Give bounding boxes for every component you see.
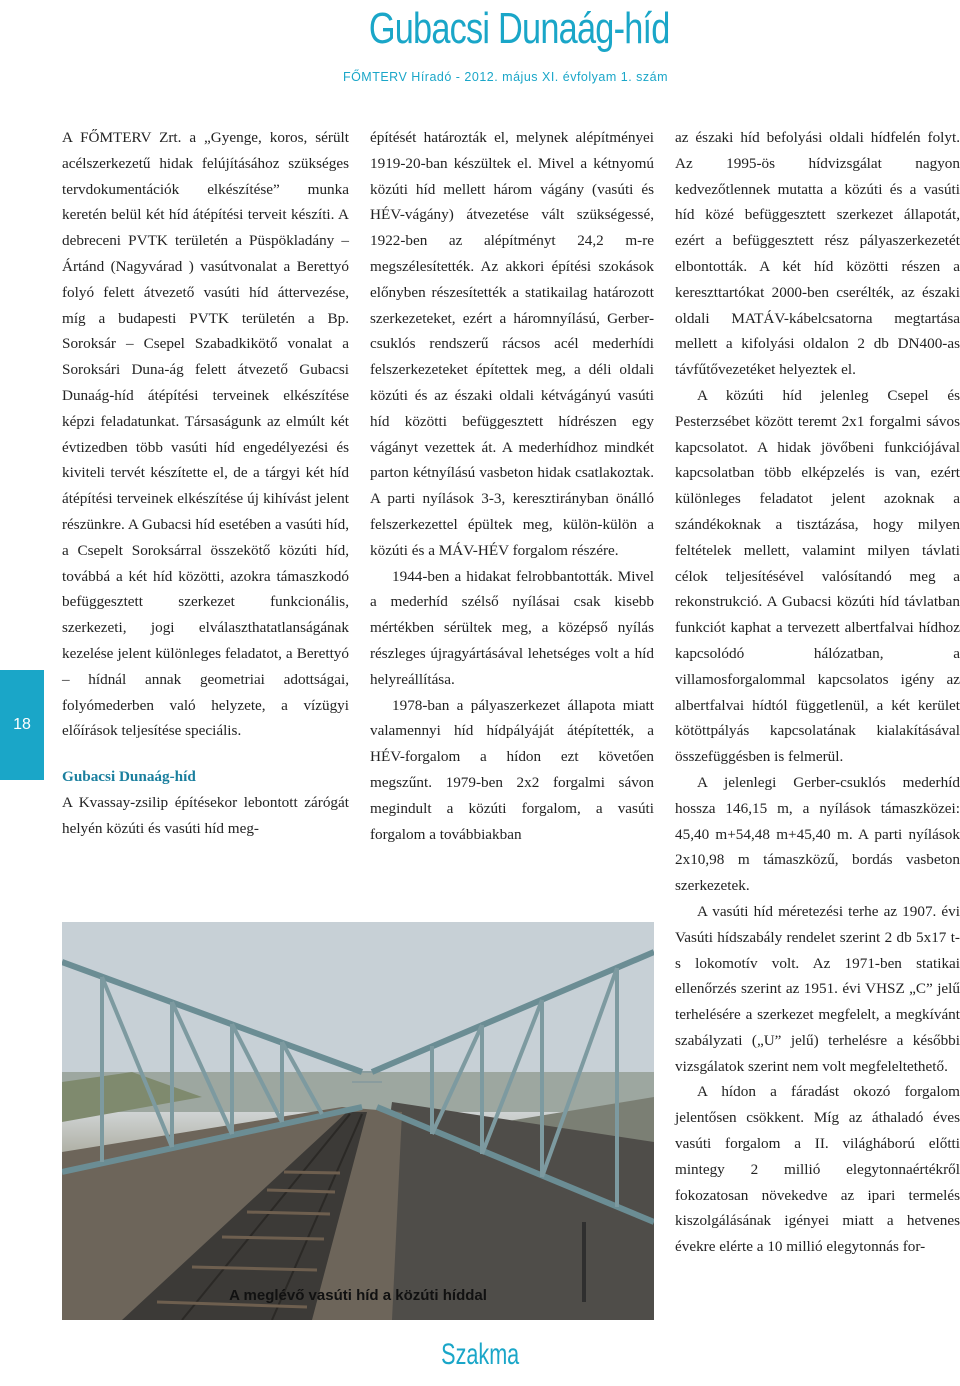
article-column-2 <box>370 125 654 847</box>
bridge-photo-illustration <box>62 922 654 1320</box>
paragraph: 1944-ben a hidakat felrobbantották. Mivel a mederhíd szélső nyílásai csak kisebb mértékben sérültek meg, a középső nyílás részleges újragyártásával lehetséges volt a híd helyreállítása. <box>370 567 654 688</box>
intro-paragraph: A FŐMTERV Zrt. a „Gyenge, koros, sérült acélszerkezetű hidak felújításához szükséges tervdokumentációk elkészítése” munka keretén belül két híd átépítési terveit készíti. A debreceni PVTK területén a Püspökladány – Ártánd (Nagyvárad ) vasútvonalat a Berettyó folyó felett átvezető vasúti híd áttervezése, míg a budapesti PVTK területén a Bp. Soroksár – Csepel Szabadkikötő vonalat a Soroksári Duna-ág felett átvezető Gubacsi Dunaág-híd átépítési terveinek elkészítése képzi feladatunkat. Társaságunk az elmúlt két évtizedben több vasúti híd engedélyezési és kiviteli tervét készítette el, de a tárgyi két híd átépítési terveinek elkészítése új kihívást jelent részünkre. A Gubacsi híd esetében a vasúti híd, a Csepelt Soroksárral összekötő közúti híd, továbbá a két híd közötti, azokra támaszkodó befüggesztett szerkezet funkcionális, szerkezeti, jogi elválaszthatatlanságának kezelése jelent különleges feladatot, a Berettyó – hídnál annak geometriai adottságai, folyómederben való helyzete, a vízügyi előírások teljesítése speciális. <box>62 129 349 740</box>
paragraph: A jelenlegi Gerber-csuklós mederhíd hossza 146,15 m, a nyílások támaszközei: 45,40 m+54,48 m+45,40 m. A parti nyílások 2x10,98 m támaszközű, bordás vasbeton szerkezetek. <box>675 773 960 895</box>
bridge-photo <box>62 922 654 1320</box>
paragraph: 1978-ban a pályaszerkezet állapota miatt valamennyi híd hídpályáját átépítették, a HÉV-forgalom a hídon ezt követően megszűnt. 1979-ben 2x2 forgalmi sávon megindult a közúti forgalom, a vasúti forgalom a továbbiakban <box>370 696 654 843</box>
section-label <box>0 1338 960 1372</box>
page-number-tab <box>0 670 44 780</box>
paragraph: építését határozták el, melynek alépítményei 1919-20-ban készültek el. Mivel a kétnyomú közúti híd mellett három vágány (vasúti és HÉV-vágány) átvezetése vált szükségessé, 1922-ben az alépítményt 24,2 m-re megszélesítették. Az akkori építési szokások előnyben részesítették a statikailag határozott szerkezeteket, ezért a háromnyílású, Gerber-csuklós rendszerű rácsos acél mederhídi felszerkezeteket építettek meg, a déli oldali közúti és az északi oldali kétvágányú vasúti híd közötti befüggesztett hídrészen egy vágányt vezettek át. A mederhídhoz mindkét parton kétnyílású vasbeton hidak csatlakoztak. A parti nyílások 3-3, keresztirányban önálló felszerkezettel épültek meg, külön-külön a közúti és a MÁV-HÉV forgalom részére. <box>370 129 654 559</box>
section-label-text: Szakma <box>440 1338 520 1371</box>
page-subtitle: FŐMTERV Híradó - 2012. május XI. évfolyam 1. szám <box>342 70 668 84</box>
section-heading: Gubacsi Dunaág-híd <box>62 768 196 786</box>
photo-caption: A meglévő vasúti híd a közúti híddal <box>229 1287 487 1304</box>
article-column-3 <box>675 125 960 1260</box>
paragraph: az északi híd befolyási oldali hídfelén folyt. Az 1995-ös hídvizsgálat nagyon kedvezőtlennek mutatta a közúti és a vasúti híd közé befüggesztett szerkezet állapotát, ezért a befüggesztett rész pályaszerkezetét elbontották. A két híd közötti részen a kereszttartókat 2000-ben cserélték, az északi oldali MATÁV-kábelcsatorna megtartása mellett a kifolyási oldalon 2 db DN400-as távfűtővezetéket helyeztek el. <box>675 129 960 379</box>
paragraph: A Kvassay-zsilip építésekor lebontott zárógát helyén közúti és vasúti híd meg- <box>62 793 349 837</box>
page-number: 18 <box>13 716 31 733</box>
paragraph: A közúti híd jelenleg Csepel és Pesterzsébet között teremt 2x1 forgalmi sávos kapcsolatot. A hidak jövőbeni funkciójával kapcsolatban több elképzelés is van, ezért különleges feladatot jelent azoknak a szándékoknak a tisztázása, hogy milyen feltételek mellett, valamint milyen távlati célok teljesítésével valósítandó meg a rekonstrukció. A Gubacsi közúti híd távlatban funkciót kaphat a tervezett albertfalvai hídhoz kapcsolódó hálózatban, a villamosforgalommal kapcsolatos igény az albertfalvai hídtól függetlenül, a két kerület kötöttpályás kapcsolatának kialakításával összefüggésben is felmerül. <box>675 386 960 766</box>
paragraph: A hídon a fáradást okozó forgalom jelentősen csökkent. Míg az áthaladó éves vasúti forgalom a II. világháború előtti mintegy 2 millió elegytonnaértékről fokozatosan növekedve az ipari termelés kiszolgálásának igényei miatt a hetvenes évekre elérte a 10 millió elegytonnás for- <box>675 1083 960 1256</box>
article-column-1 <box>62 125 349 842</box>
page-title: Gubacsi Dunaág-híd <box>369 4 670 53</box>
paragraph: A vasúti híd méretezési terhe az 1907. évi Vasúti hídszabály rendelet szerint 2 db 5x17 t-s lokomotív volt. Az 1971-ben statikai ellenőrzés szerint az 1951. évi VHSZ „C” jelű terhelésére a szerkezet megfelelt, a megkívánt szabályzati („U” jelű) terhelésre a későbbi vizsgálatok szerint nem volt megfeleltethető. <box>675 902 960 1075</box>
